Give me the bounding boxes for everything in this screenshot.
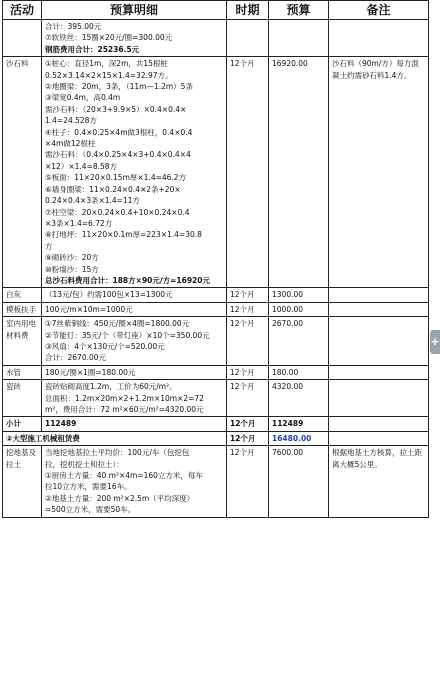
rebar-tail-row [3, 20, 429, 57]
tile-budget: 4320.00 [269, 380, 329, 417]
sand-line: 1.4=24.528方 [45, 116, 97, 126]
rebar-remark-cell [329, 20, 429, 57]
rebar-line: 合计：395.00元 [45, 22, 102, 31]
sand-line: ⑩粉墙沙：15方 [45, 264, 99, 274]
subtotal-detail: 112489 [42, 417, 227, 431]
header-period: 时期 [227, 1, 269, 20]
sand-line: ④柱子：0.4×0.25×4m做3根柱，0.4×0.4 [45, 127, 193, 137]
sand-line: ⑤板面：11×20×0.15m厚×1.4=46.2方 [45, 173, 187, 183]
sand-remark: 沙石料（90m/方）每方混凝土约需砂石料1.4方。 [329, 57, 429, 288]
sand-line: ③梁宽0.4m，高0.4m [45, 93, 121, 103]
tile-line: m²，费用合计：72 m²×60元/m²=4320.00元 [45, 405, 204, 414]
sand-line: ×12）×1.4=8.58方 [45, 161, 118, 171]
subtotal-row [3, 417, 429, 431]
rebar-detail-cell [42, 20, 227, 57]
sand-line: ⑦柱空梁：20×0.24×0.4+10×0.24×0.4 [45, 207, 190, 217]
lime-activity: 白灰 [3, 288, 42, 302]
subtotal-activity: 小计 [3, 417, 42, 431]
header-activity: 活动 [3, 1, 42, 20]
subtotal-remark [329, 417, 429, 431]
excavation-budget: 7600.00 [269, 446, 329, 517]
tile-detail-cell [42, 380, 227, 417]
rebar-activity-cell [3, 20, 42, 57]
excavation-period: 12个月 [227, 446, 269, 517]
subtotal-period: 12个月 [227, 417, 269, 431]
electrical-activity: 室内用电材料费 [3, 317, 42, 366]
formwork-row [3, 302, 429, 316]
excavation-line: ②地基土方量：200 m²×2.5m（平均深度） [45, 493, 195, 503]
sand-line: ①桩心：直径1m，深2m，共15根桩 [45, 59, 168, 69]
sand-budget: 16920.00 [269, 57, 329, 288]
electrical-budget: 2670.00 [269, 317, 329, 366]
excavation-row [3, 446, 429, 517]
rebar-period-cell [227, 20, 269, 57]
sand-detail-cell [42, 57, 227, 288]
sand-line: ×4m做12根柱 [45, 139, 96, 149]
excavation-line: 拉，挖机挖土和拉土）： [45, 459, 124, 469]
pipe-period: 12个月 [227, 365, 269, 379]
pipe-row [3, 365, 429, 379]
sand-row [3, 57, 429, 288]
tile-line: 总面积：1.2m×20m×2+1.2m×10m×2=72 [45, 393, 204, 403]
tile-row [3, 380, 429, 417]
electrical-line: 合计：2670.00元 [45, 353, 107, 363]
electrical-line: ③风扇：4个×130元/个=520.00元 [45, 341, 165, 351]
sand-line: ×3条×1.4=6.72方 [45, 218, 113, 228]
rebar-total: 钢筋费用合计：25236.5元 [45, 44, 140, 54]
machinery-period: 12个月 [227, 431, 269, 445]
tile-remark [329, 380, 429, 417]
electrical-detail-cell [42, 317, 227, 366]
sand-line: ⑨砌砖沙：20方 [45, 253, 99, 263]
machinery-budget: 16480.00 [269, 431, 329, 445]
excavation-line: 拉10立方米，需要16车。 [45, 482, 132, 492]
side-expand-tab[interactable]: + [430, 330, 440, 354]
header-detail: 预算明细 [42, 1, 227, 20]
electrical-period: 12个月 [227, 317, 269, 366]
formwork-period: 12个月 [227, 302, 269, 316]
header-budget: 预算 [269, 1, 329, 20]
tile-line: 瓷砖贴砌高度1.2m，工价为60元/m²。 [45, 382, 177, 392]
tile-activity: 瓷砖 [3, 380, 42, 417]
excavation-line: ①厨房土方量：40 m²×4m=160立方米，每车 [45, 471, 203, 481]
excavation-detail-cell [42, 446, 227, 517]
tile-period: 12个月 [227, 380, 269, 417]
formwork-activity: 模板扶手 [3, 302, 42, 316]
sand-total: 总沙石料费用合计：188方×90元/方=16920元 [45, 275, 210, 285]
excavation-activity: 挖地基及拉土 [3, 446, 42, 517]
formwork-budget: 1000.00 [269, 302, 329, 316]
sand-line: 需沙石料：（20×3+9.9×5）×0.4×0.4× [45, 104, 187, 114]
sand-line: 0.52×3.14×2×15×1.4=32.97方。 [45, 70, 173, 80]
machinery-activity: ②大型施工机械租赁费 [3, 431, 227, 445]
pipe-budget: 180.00 [269, 365, 329, 379]
subtotal-budget: 112489 [269, 417, 329, 431]
excavation-remark: 根据地基土方核算，拉土距离大概5公里。 [329, 446, 429, 517]
lime-detail: （13元/包）约需100包×13=1300元 [42, 288, 227, 302]
sand-line: ⑥墙身圈梁：11×0.24×0.4×2条+20× [45, 184, 181, 194]
excavation-line: 当地挖地基拉土平均价：100元/车（包挖包 [45, 448, 190, 458]
sand-activity: 沙石料 [3, 57, 42, 288]
header-row [3, 1, 429, 20]
pipe-remark [329, 365, 429, 379]
formwork-remark [329, 302, 429, 316]
pipe-activity: 水管 [3, 365, 42, 379]
rebar-budget-cell [269, 20, 329, 57]
sand-line: ⑧打地坪：11×20×0.1m厚=223×1.4=30.8 [45, 230, 202, 240]
sand-line: 方 [45, 241, 53, 251]
sand-line: ②地圈梁：20m，3条，（11m—1.2m）5条 [45, 82, 193, 92]
electrical-line: ②节能灯：35元/个（带灯座）×10个=350.00元 [45, 330, 210, 340]
machinery-remark [329, 431, 429, 445]
lime-period: 12个月 [227, 288, 269, 302]
sand-line: 0.24×0.4×3条×1.4=11方 [45, 196, 141, 206]
excavation-line: =500立方米，需要50车。 [45, 505, 136, 515]
machinery-row [3, 431, 429, 445]
pipe-detail: 180元/圈×1圈=180.00元 [42, 365, 227, 379]
header-remark: 备注 [329, 1, 429, 20]
lime-budget: 1300.00 [269, 288, 329, 302]
rebar-line: ⑦软铁丝：15圈×20元/圈=300.00元 [45, 33, 173, 43]
formwork-detail: 100元/m×10m=1000元 [42, 302, 227, 316]
electrical-line: ①7丝紫铜线：450元/圈×4圈=1800.00元 [45, 319, 190, 329]
electrical-row [3, 317, 429, 366]
sand-line: 需沙石料：（0.4×0.25×4×3+0.4×0.4×4 [45, 150, 191, 160]
lime-remark [329, 288, 429, 302]
sand-period: 12个月 [227, 57, 269, 288]
electrical-remark [329, 317, 429, 366]
lime-row [3, 288, 429, 302]
budget-table [2, 0, 429, 518]
